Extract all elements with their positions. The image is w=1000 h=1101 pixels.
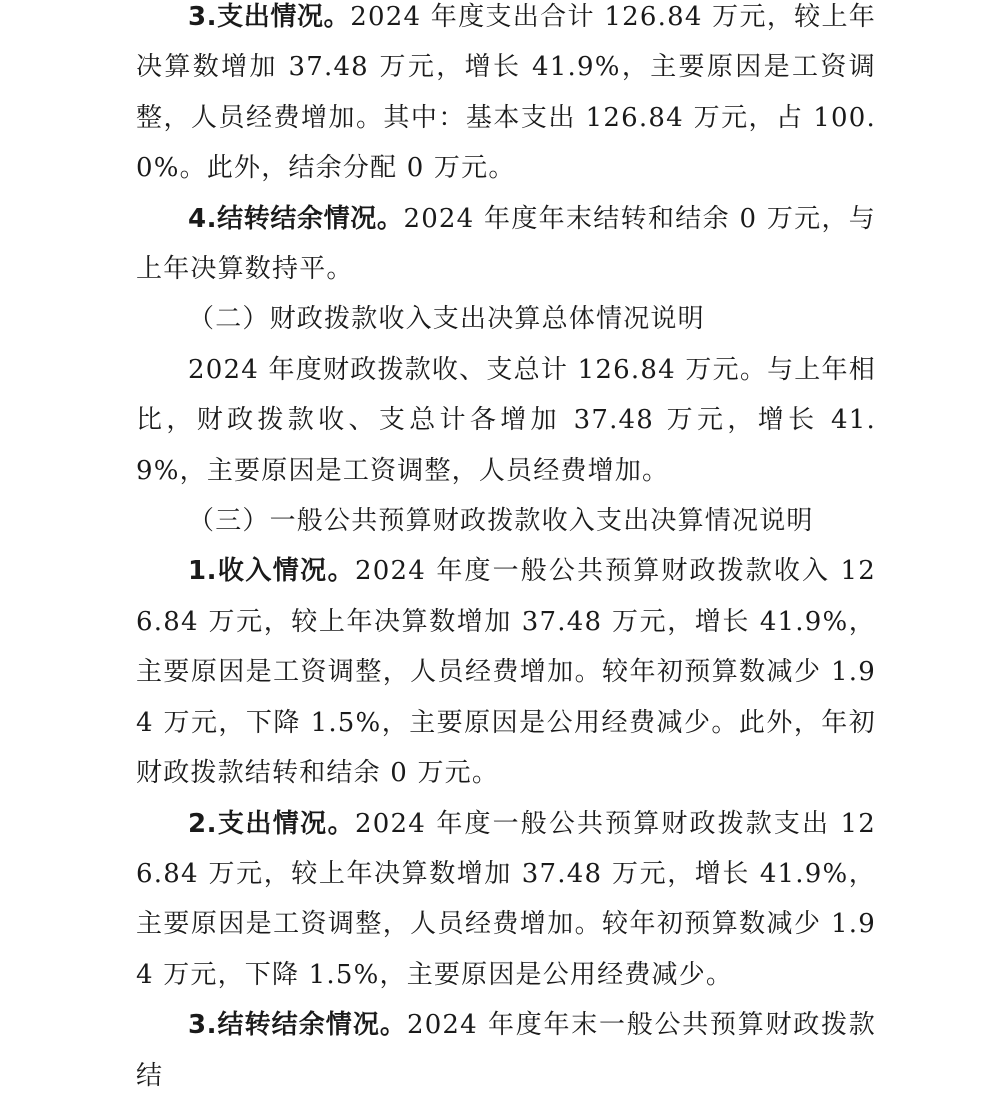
paragraph-lead: 4.结转结余情况。 — [188, 203, 404, 234]
paragraph-text: 2024 年度年末一般公共预算财政拨款结 — [136, 1010, 877, 1091]
paragraph-text: 2024 年度一般公共预算财政拨款收入 126.84 万元，较上年决算数增加 37.48 万元，增长 41.9%，主要原因是工资调整，人员经费增加。较年初预算数减少 1.94 万元，下降 1.5%，主要原因是公用经费减少。此外，年初财政拨款结转和结余 0 万元。 — [136, 556, 877, 789]
paragraph-carryover-overview — [136, 194, 876, 295]
paragraph-lead: 2.支出情况。 — [188, 808, 356, 839]
paragraph-fiscal-total — [136, 345, 876, 496]
paragraph-general-income — [136, 546, 876, 798]
paragraph-lead: 1.收入情况。 — [188, 556, 356, 587]
paragraph-text: 2024 年度一般公共预算财政拨款支出 126.84 万元，较上年决算数增加 37.48 万元，增长 41.9%，主要原因是工资调整，人员经费增加。较年初预算数减少 1.94 万元，下降 1.5%，主要原因是公用经费减少。 — [136, 808, 877, 990]
paragraph-lead: 3.支出情况。 — [188, 2, 351, 32]
document-page — [136, 0, 876, 1101]
paragraph-lead: 3.结转结余情况。 — [188, 1010, 407, 1041]
paragraph-text: 2024 年度年末结转和结余 0 万元，与上年决算数持平。 — [136, 203, 876, 285]
paragraph-expense-overview — [136, 0, 876, 194]
section-heading-fiscal-total: （二）财政拨款收入支出决算总体情况说明 — [188, 304, 705, 335]
paragraph-text: 2024 年度财政拨款收、支总计 126.84 万元。与上年相比，财政拨款收、支总计各增加 37.48 万元，增长 41.9%，主要原因是工资调整，人员经费增加。 — [136, 354, 876, 486]
section-heading-general-budget: （三）一般公共预算财政拨款收入支出决算情况说明 — [188, 506, 814, 537]
paragraph-general-expense — [136, 799, 876, 1001]
paragraph-general-carryover — [136, 1000, 876, 1101]
paragraph-text: 2024 年度支出合计 126.84 万元，较上年决算数增加 37.48 万元，增长 41.9%，主要原因是工资调整，人员经费增加。其中：基本支出 126.84 万元，占 100.0%。此外，结余分配 0 万元。 — [136, 2, 877, 184]
